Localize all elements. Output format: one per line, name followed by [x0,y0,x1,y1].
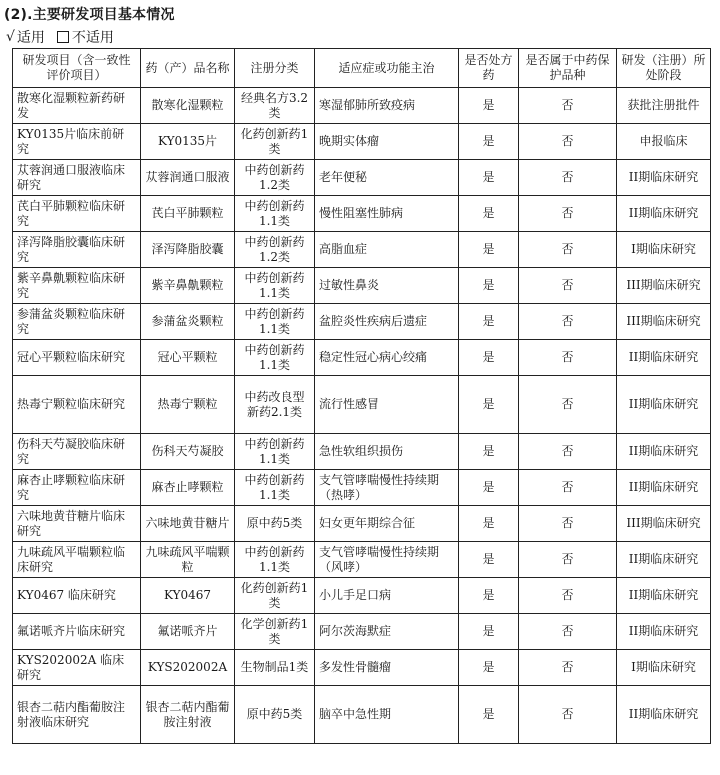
header-tcm-protected: 是否属于中药保护品种 [519,49,617,88]
cell-project: 热毒宁颗粒临床研究 [13,376,141,434]
applicable-label: 适用 [16,30,45,46]
table-header-row [13,49,711,88]
cell-prescription: 是 [459,160,519,196]
cell-product: 紫辛鼻鼽颗粒 [141,268,235,304]
cell-stage: II期临床研究 [617,196,711,232]
cell-stage: III期临床研究 [617,268,711,304]
cell-protected: 否 [519,232,617,268]
cell-product: KY0135片 [141,124,235,160]
cell-product: KY0467 [141,578,235,614]
table-row [13,614,711,650]
cell-indication: 流行性感冒 [315,376,459,434]
cell-prescription: 是 [459,88,519,124]
cell-stage: II期临床研究 [617,470,711,506]
table-row [13,434,711,470]
cell-protected: 否 [519,542,617,578]
cell-project: 六味地黄苷糖片临床研究 [13,506,141,542]
cell-stage: II期临床研究 [617,434,711,470]
empty-checkbox-icon [57,31,69,43]
cell-class: 中药创新药1.1类 [235,196,315,232]
cell-product: KYS202002A [141,650,235,686]
table-row [13,542,711,578]
cell-class: 原中药5类 [235,686,315,744]
table-row [13,578,711,614]
table-row [13,268,711,304]
rd-projects-table [12,48,711,744]
cell-protected: 否 [519,506,617,542]
cell-protected: 否 [519,124,617,160]
cell-project: 紫辛鼻鼽颗粒临床研究 [13,268,141,304]
cell-prescription: 是 [459,232,519,268]
cell-product: 氟诺哌齐片 [141,614,235,650]
cell-indication: 稳定性冠心病心绞痛 [315,340,459,376]
cell-protected: 否 [519,340,617,376]
cell-project: 苁蓉润通口服液临床研究 [13,160,141,196]
cell-indication: 盆腔炎性疾病后遗症 [315,304,459,340]
header-stage: 研发（注册）所处阶段 [617,49,711,88]
cell-class: 中药创新药1.2类 [235,232,315,268]
cell-prescription: 是 [459,470,519,506]
cell-prescription: 是 [459,340,519,376]
cell-prescription: 是 [459,614,519,650]
cell-stage: II期临床研究 [617,686,711,744]
cell-class: 原中药5类 [235,506,315,542]
cell-indication: 支气管哮喘慢性持续期（风哮） [315,542,459,578]
table-row [13,232,711,268]
table-row [13,88,711,124]
table-row [13,686,711,744]
cell-protected: 否 [519,160,617,196]
cell-stage: II期临床研究 [617,578,711,614]
cell-stage: 获批注册批件 [617,88,711,124]
cell-indication: 支气管哮喘慢性持续期（热哮） [315,470,459,506]
cell-prescription: 是 [459,268,519,304]
cell-product: 银杏二萜内酯葡胺注射液 [141,686,235,744]
cell-prescription: 是 [459,434,519,470]
cell-project: 散寒化湿颗粒新药研发 [13,88,141,124]
cell-protected: 否 [519,376,617,434]
header-indication: 适应症或功能主治 [315,49,459,88]
cell-class: 中药创新药1.1类 [235,470,315,506]
cell-protected: 否 [519,578,617,614]
cell-project: KYS202002A 临床研究 [13,650,141,686]
cell-prescription: 是 [459,542,519,578]
cell-product: 散寒化湿颗粒 [141,88,235,124]
cell-project: KY0135片临床前研究 [13,124,141,160]
cell-project: 伤科天芍凝胶临床研究 [13,434,141,470]
cell-project: 九味疏风平喘颗粒临床研究 [13,542,141,578]
cell-prescription: 是 [459,578,519,614]
cell-indication: 脑卒中急性期 [315,686,459,744]
cell-stage: II期临床研究 [617,614,711,650]
cell-class: 中药创新药1.1类 [235,542,315,578]
cell-prescription: 是 [459,304,519,340]
cell-class: 化药创新药1类 [235,124,315,160]
cell-stage: II期临床研究 [617,542,711,578]
cell-class: 中药创新药1.2类 [235,160,315,196]
cell-class: 化学创新药1类 [235,614,315,650]
cell-class: 中药改良型新药2.1类 [235,376,315,434]
cell-project: 氟诺哌齐片临床研究 [13,614,141,650]
table-row [13,304,711,340]
cell-indication: 阿尔茨海默症 [315,614,459,650]
header-project: 研发项目（含一致性评价项目） [13,49,141,88]
header-registration-class: 注册分类 [235,49,315,88]
cell-class: 中药创新药1.1类 [235,340,315,376]
cell-stage: II期临床研究 [617,340,711,376]
not-applicable-label: 不适用 [71,30,114,46]
cell-prescription: 是 [459,376,519,434]
cell-project: 麻杏止哮颗粒临床研究 [13,470,141,506]
table-row [13,124,711,160]
table-row [13,196,711,232]
cell-prescription: 是 [459,196,519,232]
cell-prescription: 是 [459,506,519,542]
cell-stage: I期临床研究 [617,650,711,686]
cell-class: 化药创新药1类 [235,578,315,614]
section-title: (2).主要研发项目基本情况 [4,7,175,23]
cell-product: 麻杏止哮颗粒 [141,470,235,506]
cell-indication: 寒湿郁肺所致疫病 [315,88,459,124]
cell-stage: 申报临床 [617,124,711,160]
cell-prescription: 是 [459,650,519,686]
cell-protected: 否 [519,470,617,506]
cell-stage: II期临床研究 [617,160,711,196]
cell-class: 中药创新药1.1类 [235,434,315,470]
table-row [13,506,711,542]
cell-protected: 否 [519,686,617,744]
cell-project: 冠心平颗粒临床研究 [13,340,141,376]
cell-indication: 慢性阻塞性肺病 [315,196,459,232]
cell-protected: 否 [519,650,617,686]
cell-project: 银杏二萜内酯葡胺注射液临床研究 [13,686,141,744]
cell-prescription: 是 [459,124,519,160]
table-row [13,650,711,686]
cell-stage: III期临床研究 [617,506,711,542]
cell-class: 经典名方3.2类 [235,88,315,124]
applicability-line [6,27,114,47]
cell-product: 冠心平颗粒 [141,340,235,376]
cell-stage: II期临床研究 [617,376,711,434]
check-mark-icon: √ [6,29,15,45]
cell-class: 生物制品1类 [235,650,315,686]
cell-protected: 否 [519,304,617,340]
cell-project: KY0467 临床研究 [13,578,141,614]
table-row [13,376,711,434]
cell-indication: 小儿手足口病 [315,578,459,614]
cell-product: 六味地黄苷糖片 [141,506,235,542]
cell-protected: 否 [519,196,617,232]
cell-class: 中药创新药1.1类 [235,268,315,304]
cell-stage: I期临床研究 [617,232,711,268]
cell-product: 九味疏风平喘颗粒 [141,542,235,578]
cell-prescription: 是 [459,686,519,744]
cell-protected: 否 [519,614,617,650]
cell-stage: III期临床研究 [617,304,711,340]
cell-product: 苁蓉润通口服液 [141,160,235,196]
table-row [13,340,711,376]
cell-indication: 过敏性鼻炎 [315,268,459,304]
table-row [13,160,711,196]
cell-project: 泽泻降脂胶囊临床研究 [13,232,141,268]
cell-class: 中药创新药1.1类 [235,304,315,340]
cell-indication: 急性软组织损伤 [315,434,459,470]
cell-indication: 老年便秘 [315,160,459,196]
cell-product: 伤科天芍凝胶 [141,434,235,470]
cell-product: 热毒宁颗粒 [141,376,235,434]
header-product-name: 药（产）品名称 [141,49,235,88]
table-row [13,470,711,506]
cell-product: 芪白平肺颗粒 [141,196,235,232]
header-prescription: 是否处方药 [459,49,519,88]
cell-product: 泽泻降脂胶囊 [141,232,235,268]
cell-indication: 晚期实体瘤 [315,124,459,160]
cell-indication: 妇女更年期综合征 [315,506,459,542]
cell-protected: 否 [519,268,617,304]
cell-protected: 否 [519,88,617,124]
cell-project: 参蒲盆炎颗粒临床研究 [13,304,141,340]
cell-product: 参蒲盆炎颗粒 [141,304,235,340]
cell-protected: 否 [519,434,617,470]
cell-indication: 多发性骨髓瘤 [315,650,459,686]
cell-indication: 高脂血症 [315,232,459,268]
cell-project: 芪白平肺颗粒临床研究 [13,196,141,232]
